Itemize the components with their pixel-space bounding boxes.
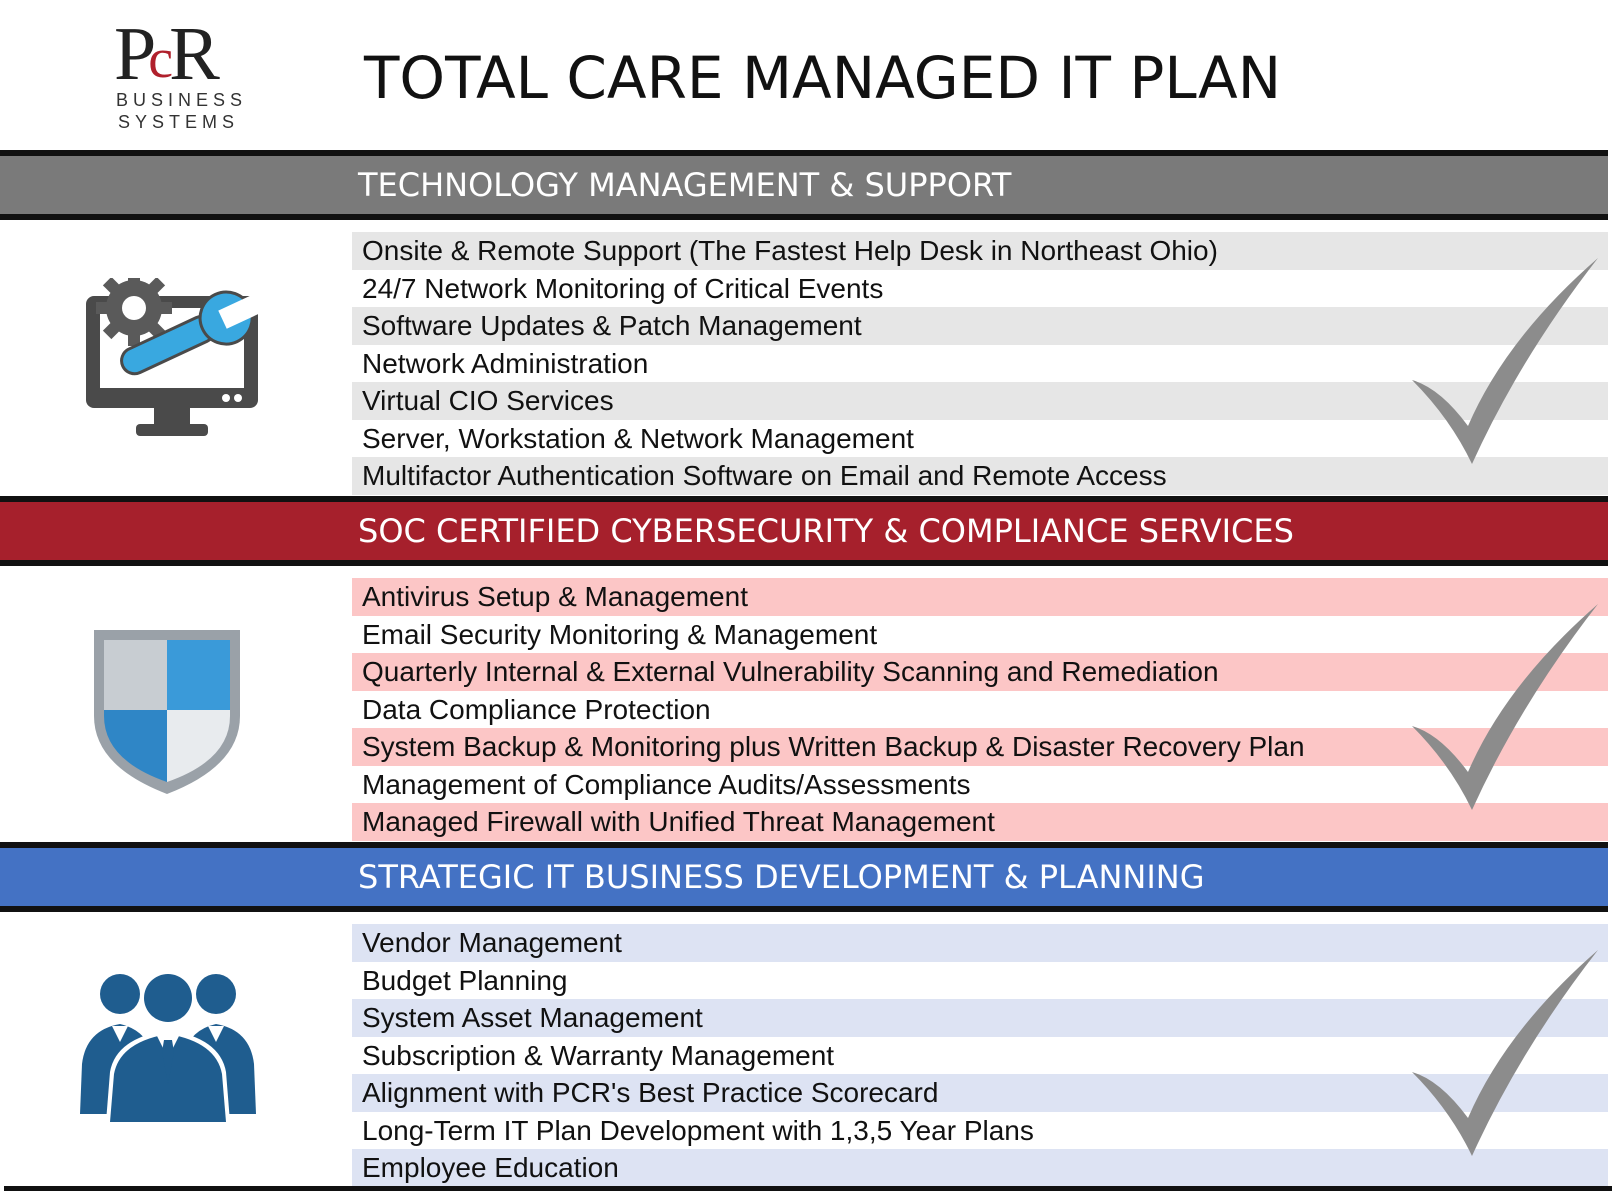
shield-icon	[92, 626, 242, 801]
list-item: Multifactor Authentication Software on Email and Remote Access	[352, 457, 1608, 495]
checkmark-icon	[1410, 950, 1600, 1165]
section-heading: TECHNOLOGY MANAGEMENT & SUPPORT	[358, 166, 1012, 204]
section-header-cybersecurity	[0, 496, 1608, 566]
logo-text-systems: SYSTEMS	[118, 112, 240, 132]
checkmark-icon	[1410, 258, 1600, 473]
list-item: Subscription & Warranty Management	[352, 1037, 1608, 1075]
list-item: Server, Workstation & Network Management	[352, 420, 1608, 458]
list-item: Data Compliance Protection	[352, 691, 1608, 729]
list-item: 24/7 Network Monitoring of Critical Events	[352, 270, 1608, 308]
list-item: Budget Planning	[352, 962, 1608, 1000]
checkmark-icon	[1410, 604, 1600, 819]
list-item: Antivirus Setup & Management	[352, 578, 1608, 616]
list-item: System Backup & Monitoring plus Written Backup & Disaster Recovery Plan	[352, 728, 1608, 766]
list-item: Email Security Monitoring & Management	[352, 616, 1608, 654]
page-title: TOTAL CARE MANAGED IT PLAN	[364, 44, 1282, 112]
business-team-icon	[76, 964, 260, 1129]
logo-mark: PcR	[114, 12, 214, 96]
list-item: Network Administration	[352, 345, 1608, 383]
section-heading: SOC CERTIFIED CYBERSECURITY & COMPLIANCE SERVICES	[358, 512, 1294, 550]
logo-text-business: BUSINESS	[116, 90, 248, 110]
list-item: Vendor Management	[352, 924, 1608, 962]
list-item: System Asset Management	[352, 999, 1608, 1037]
list-item: Quarterly Internal & External Vulnerability Scanning and Remediation	[352, 653, 1608, 691]
list-item: Management of Compliance Audits/Assessments	[352, 766, 1608, 804]
bottom-rule	[4, 1186, 1612, 1191]
list-item: Alignment with PCR's Best Practice Scorecard	[352, 1074, 1608, 1112]
section-header-technology	[0, 150, 1608, 220]
section-header-strategic	[0, 842, 1608, 912]
list-item: Virtual CIO Services	[352, 382, 1608, 420]
list-item: Onsite & Remote Support (The Fastest Help Desk in Northeast Ohio)	[352, 232, 1608, 270]
list-item: Long-Term IT Plan Development with 1,3,5 Year Plans	[352, 1112, 1608, 1150]
section-heading: STRATEGIC IT BUSINESS DEVELOPMENT & PLANNING	[358, 858, 1205, 896]
list-item: Software Updates & Patch Management	[352, 307, 1608, 345]
list-item: Managed Firewall with Unified Threat Management	[352, 803, 1608, 841]
monitor-gear-wrench-icon	[84, 278, 264, 453]
company-logo	[110, 12, 248, 134]
list-item: Employee Education	[352, 1149, 1608, 1187]
